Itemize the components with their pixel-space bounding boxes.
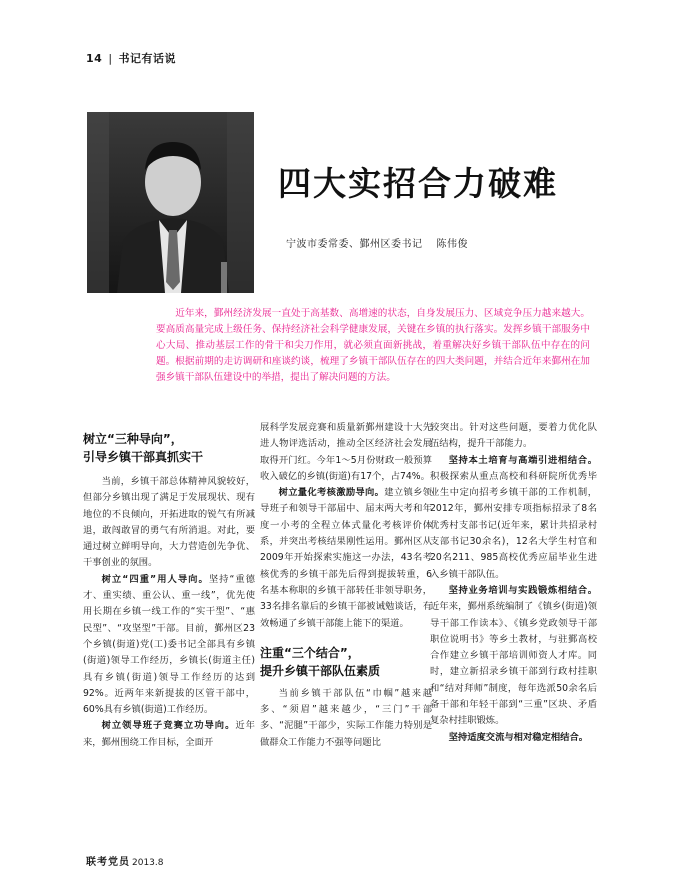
paragraph-body: 近年来，鄞州围绕工作目标，全面开 <box>83 720 255 748</box>
column-3 <box>430 420 597 746</box>
paragraph: 当前，乡镇干部总体精神风貌较好，但部分乡镇出现了满足于发展现状、现有地位的不良倾向，开拓进取的锐气有所减退，敢闯敢冒的勇气有所消退。对此，要通过树立鲜明导向，大力营造创先争优、干事创业的氛围。 <box>83 476 255 569</box>
paragraph <box>430 583 597 730</box>
section-heading-1 <box>83 430 255 466</box>
section-heading-1-line-1: 树立“三种导向”， <box>83 432 183 446</box>
column-2 <box>260 420 432 751</box>
paragraph-body: 近年来，鄞州系统编制了《镇乡(街道)领导干部工作读本》、《镇乡党政领导干部职位说明书》等乡土教材，与驻鄞高校合作建立乡镇干部培训师资人才库。同时，建立新招录乡镇干部到行政村挂职和“结对拜师”制度，每年选派50余名后备干部和年轻干部到“三重”区块、矛盾复杂村挂职锻炼。 <box>430 601 597 727</box>
paragraph: 展科学发展竞赛和质量新鄞州建设十大先进人物评选活动，推动全区经济社会发展取得开门红。今年1～5月份财政一般预算收入破亿的乡镇(街道)有17个，占74%。 <box>260 422 432 482</box>
paragraph-body: 积极探索从重点高校和科研院所优秀毕业生中定向招考乡镇干部的工作机制，2012年，鄞州安排专项指标招录了8名优秀村支部书记(近年来，累计共招录村支部书记30余名)，12名大学生村官和20名211、985高校优秀应届毕业生进入乡镇干部队伍。 <box>430 470 597 580</box>
paragraph <box>83 718 255 751</box>
author-name: 陈伟俊 <box>436 239 468 250</box>
magazine-logo: 联考党员 <box>86 857 130 868</box>
paragraph <box>430 453 597 583</box>
page-footer <box>86 853 164 868</box>
page-header <box>86 50 176 66</box>
article-abstract <box>156 306 590 386</box>
section-heading-1-line-2: 引导乡镇干部真抓实干 <box>83 450 204 464</box>
paragraph-body: 建立镇乡领导班子和领导干部届中、届末两大考和年度一小考的全程立体式量化考核评价体系，并突出考核结果刚性运用。鄞州区从2009年开始探索实施这一办法，43名考核优秀的乡镇干部先后得到提拔转重，6名基本称职的乡镇干部转任非领导职务，33名排名靠后的乡镇干部被诫勉谈话，有效畅通了乡镇干部能上能下的渠道。 <box>260 487 432 629</box>
author-photo <box>87 112 254 293</box>
paragraph: 较突出。针对这些问题，要着力优化队伍结构，提升干部能力。 <box>430 422 597 450</box>
paragraph-lead: 坚持业务培训与实践锻炼相结合。 <box>448 584 597 596</box>
paragraph-lead: 树立领导班子竞赛立功导向。 <box>101 720 236 732</box>
paragraph-lead: 树立量化考核激励导向。 <box>278 487 385 499</box>
section-heading-2 <box>260 644 432 680</box>
section-heading-2-line-2: 提升乡镇干部队伍素质 <box>260 663 381 678</box>
header-separator: | <box>108 52 113 65</box>
paragraph <box>260 485 432 632</box>
byline <box>286 235 468 250</box>
page-number: 14 <box>86 52 103 65</box>
paragraph-body: 坚持“重德才、重实绩、重公认、重一线”，优先使用长期在乡镇一线工作的“实干型”、“惠民型”、“攻坚型”干部。目前，鄞州区23个乡镇(街道)党(工)委书记全部具有乡镇(街道)领导工作经历，乡镇长(街道主任)具有乡镇(街道)领导工作经历的达到92%。近两年来新提拔的区管干部中，60%具有乡镇(街道)工作经历。 <box>83 573 255 716</box>
paragraph <box>430 730 597 746</box>
issue-date: 2013.8 <box>132 858 164 868</box>
paragraph-lead: 坚持适度交流与相对稳定相结合。 <box>448 731 589 743</box>
paragraph: 当前乡镇干部队伍“巾帼”越来越多、“须眉”越来越少，“三门”干部多、“泥腿”干部少，实际工作能力特别是做群众工作能力不强等问题比 <box>260 687 432 748</box>
column-1 <box>83 430 255 751</box>
paragraph-lead: 树立“四重”用人导向。 <box>101 573 209 585</box>
paragraph-lead: 坚持本土培育与高端引进相结合。 <box>448 454 597 466</box>
section-name: 书记有话说 <box>118 52 177 65</box>
abstract-text: 近年来，鄞州经济发展一直处于高基数、高增速的状态，自身发展压力、区域竞争压力越来越大。要高质高量完成上级任务、保持经济社会科学健康发展，关键在乡镇的执行落实。发挥乡镇干部服务中心大局、推动基层工作的骨干和尖刀作用，就必须直面新挑战，着重解决好乡镇干部队伍中存在的问题。根据前期的走访调研和座谈约谈，梳理了乡镇干部队伍存在的四大类问题，并结合近年来鄞州在加强乡镇干部队伍建设中的举措，提出了解决问题的方法。 <box>156 308 590 383</box>
paragraph <box>83 572 255 719</box>
article-title: 四大实招合力破难 <box>278 164 558 203</box>
section-heading-2-line-1: 注重“三个结合”， <box>260 645 360 660</box>
author-title: 宁波市委常委、鄞州区委书记 <box>286 239 423 250</box>
